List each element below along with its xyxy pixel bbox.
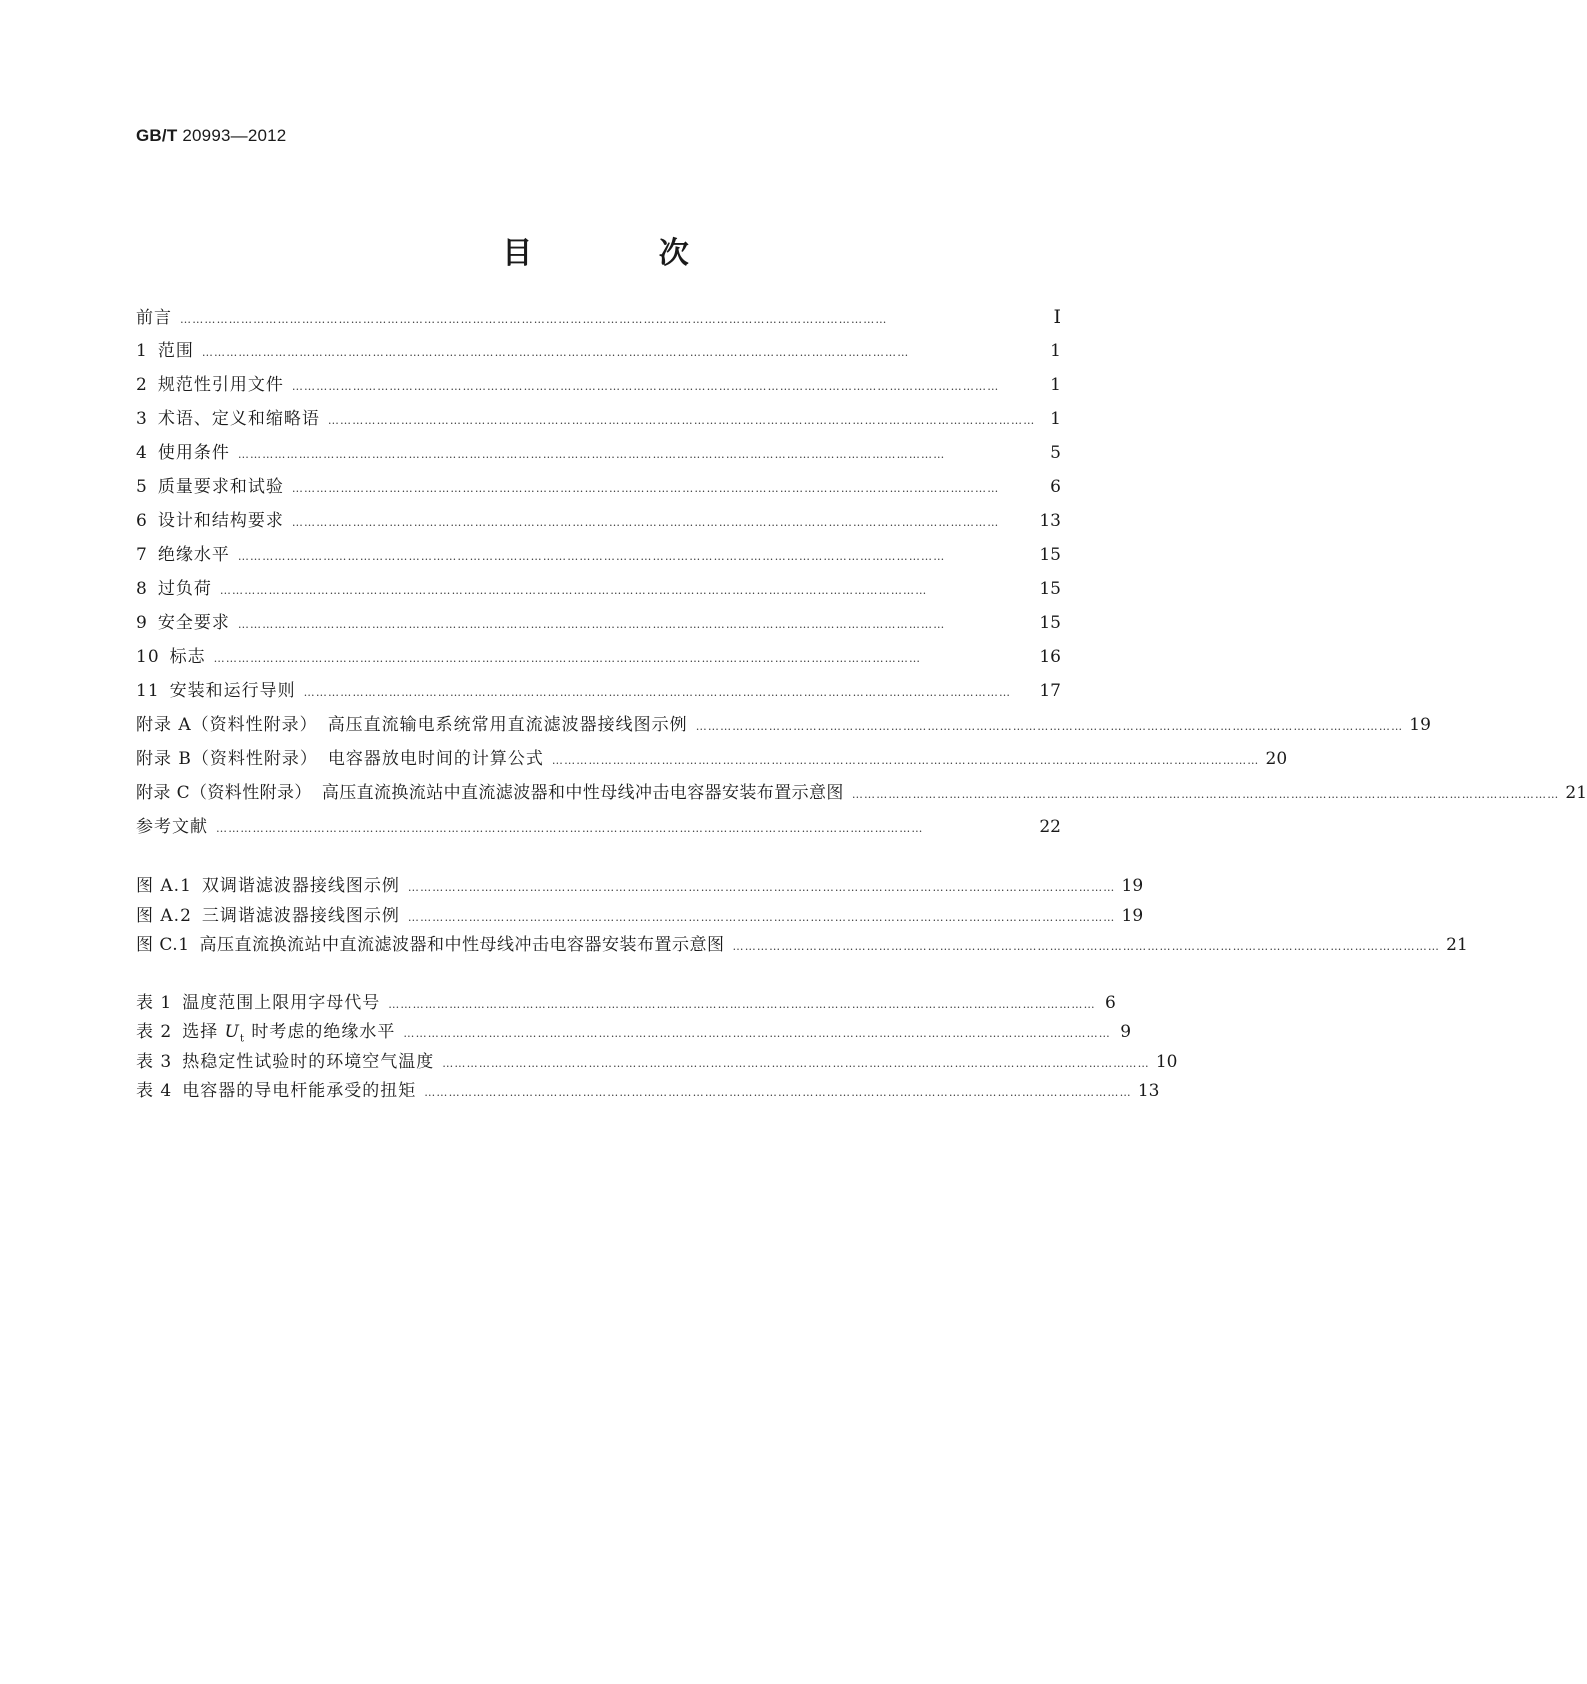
toc-entry-number: 图 A.1 xyxy=(136,876,192,896)
dot-leader: ………………………………………………………………………………………………………………………………………………………… xyxy=(424,1086,1132,1099)
dot-leader: ………………………………………………………………………………………………………………………………………………………… xyxy=(327,414,1036,427)
dot-leader: ………………………………………………………………………………………………………………………………………………………… xyxy=(851,788,1560,801)
toc-entry-number: 11 xyxy=(136,681,160,701)
toc-entry-number: 表 2 xyxy=(136,1022,173,1042)
toc-entry-page: 19 xyxy=(1121,906,1144,926)
dot-leader: ………………………………………………………………………………………………………………………………………………………… xyxy=(291,482,1000,495)
toc-entry-page: 21 xyxy=(1446,935,1468,955)
toc-entry-label: 高压直流换流站中直流滤波器和中性母线冲击电容器安装布置示意图 xyxy=(321,783,844,803)
toc-entry-number: 6 xyxy=(136,511,148,531)
dot-leader: ………………………………………………………………………………………………………………………………………………………… xyxy=(201,346,910,359)
toc-entry[interactable] xyxy=(136,644,1061,670)
dot-leader: ………………………………………………………………………………………………………………………………………………………… xyxy=(551,754,1260,767)
voltage-symbol: U xyxy=(224,1022,240,1042)
toc-entry-label: 三调谐滤波器接线图示例 xyxy=(201,906,400,926)
dot-leader: ………………………………………………………………………………………………………………………………………………………… xyxy=(388,998,1096,1011)
dot-leader: ………………………………………………………………………………………………………………………………………………………… xyxy=(237,550,946,563)
toc-entry-number: 2 xyxy=(136,375,148,395)
page-title: 目 次 xyxy=(502,236,747,271)
toc-entry-number: 附录 C（资料性附录） xyxy=(136,783,312,803)
toc-entry-label: 前言 xyxy=(136,308,172,328)
dot-leader: ………………………………………………………………………………………………………………………………………………………… xyxy=(732,940,1441,953)
toc-entry-page: 15 xyxy=(1039,579,1061,599)
dot-leader: ………………………………………………………………………………………………………………………………………………………… xyxy=(442,1057,1150,1070)
toc-entry[interactable] xyxy=(136,780,1587,806)
toc-table-entry[interactable] xyxy=(136,990,1116,1016)
toc-entry-number: 图 A.2 xyxy=(136,906,192,926)
toc-figure-entry[interactable] xyxy=(136,873,1144,899)
standard-number: 20993—2012 xyxy=(182,126,287,145)
toc-entry-label: 绝缘水平 xyxy=(157,545,230,565)
dot-leader: ………………………………………………………………………………………………………………………………………………………… xyxy=(237,448,946,461)
toc-table-entry[interactable] xyxy=(136,1019,1132,1045)
dot-leader: ………………………………………………………………………………………………………………………………………………………… xyxy=(291,380,1000,393)
toc-entry[interactable] xyxy=(136,440,1061,466)
toc-entry[interactable] xyxy=(136,474,1061,500)
toc-figure-entry[interactable] xyxy=(136,932,1468,958)
dot-leader: ………………………………………………………………………………………………………………………………………………………… xyxy=(695,720,1404,733)
toc-entry-page: 15 xyxy=(1039,545,1061,565)
toc-entry-page: 16 xyxy=(1039,647,1061,667)
voltage-subscript: t xyxy=(239,1033,245,1045)
toc-entry-number: 10 xyxy=(136,647,160,667)
dot-leader: ………………………………………………………………………………………………………………………………………………………… xyxy=(180,313,888,326)
toc-entry[interactable] xyxy=(136,746,1288,772)
dot-leader: ………………………………………………………………………………………………………………………………………………………… xyxy=(213,652,922,665)
toc-entry-number: 3 xyxy=(136,409,148,429)
toc-entry-number: 表 1 xyxy=(136,993,173,1013)
toc-table-entry[interactable] xyxy=(136,1078,1160,1104)
toc-entry-number: 表 4 xyxy=(136,1081,173,1101)
toc-entry-label: 范围 xyxy=(157,341,194,361)
toc-entry-label: 参考文献 xyxy=(136,817,208,837)
toc-entry-label: 温度范围上限用字母代号 xyxy=(182,993,381,1013)
dot-leader: ………………………………………………………………………………………………………………………………………………………… xyxy=(407,881,1116,894)
toc-entry-label: 高压直流输电系统常用直流滤波器接线图示例 xyxy=(327,715,688,735)
toc-entry-page: 20 xyxy=(1265,749,1288,769)
toc-entry-number: 4 xyxy=(136,443,148,463)
toc-entry-label: 高压直流换流站中直流滤波器和中性母线冲击电容器安装布置示意图 xyxy=(199,935,725,955)
toc-entry-page: 1 xyxy=(1050,375,1061,395)
toc-entry-page: 19 xyxy=(1409,715,1431,735)
toc-entry[interactable] xyxy=(136,406,1061,432)
toc-entry-page: 6 xyxy=(1050,477,1061,497)
toc-entry-page: 21 xyxy=(1565,783,1587,803)
toc-entry-number: 9 xyxy=(136,613,148,633)
toc-entry-label: 电容器放电时间的计算公式 xyxy=(327,749,544,769)
toc-entry-label: 双调谐滤波器接线图示例 xyxy=(201,876,400,896)
toc-entry-number: 1 xyxy=(136,341,148,361)
toc-entry-page: Ⅰ xyxy=(1053,306,1061,328)
toc-entry-page: 10 xyxy=(1155,1052,1178,1072)
dot-leader: ………………………………………………………………………………………………………………………………………………………… xyxy=(403,1027,1112,1040)
toc-entry[interactable] xyxy=(136,678,1061,704)
toc-entry-number: 5 xyxy=(136,477,148,497)
toc-entry-page: 17 xyxy=(1039,681,1061,701)
toc-entry-label: 使用条件 xyxy=(157,443,230,463)
toc-figure-entry[interactable] xyxy=(136,903,1144,929)
toc-entry[interactable] xyxy=(136,508,1061,534)
toc-entry-page: 15 xyxy=(1039,613,1061,633)
toc-entry-number: 附录 A（资料性附录） xyxy=(136,715,318,735)
toc-entry-number: 图 C.1 xyxy=(136,935,190,955)
toc-entry-label: 热稳定性试验时的环境空气温度 xyxy=(182,1052,435,1072)
toc-entry-label: 设计和结构要求 xyxy=(157,511,284,531)
toc-entry-page: 19 xyxy=(1121,876,1144,896)
toc-entry[interactable] xyxy=(136,304,1061,330)
toc-entry-page: 6 xyxy=(1105,993,1116,1013)
toc-entry-label: 术语、定义和缩略语 xyxy=(157,409,320,429)
dot-leader: ………………………………………………………………………………………………………………………………………………………… xyxy=(237,618,946,631)
toc-entry[interactable] xyxy=(136,712,1431,738)
toc-entry-label: 规范性引用文件 xyxy=(157,375,284,395)
dot-leader: ………………………………………………………………………………………………………………………………………………………… xyxy=(216,822,924,835)
dot-leader: ………………………………………………………………………………………………………………………………………………………… xyxy=(219,584,928,597)
toc-entry-label: 过负荷 xyxy=(157,579,212,599)
toc-entry[interactable] xyxy=(136,338,1061,364)
dot-leader: ………………………………………………………………………………………………………………………………………………………… xyxy=(291,516,1000,529)
standard-code xyxy=(136,126,286,146)
toc-entry-label: 标志 xyxy=(169,647,206,667)
toc-entry[interactable] xyxy=(136,610,1061,636)
toc-entry-page: 9 xyxy=(1120,1022,1132,1042)
toc-entry[interactable] xyxy=(136,372,1061,398)
toc-entry-number: 7 xyxy=(136,545,148,565)
toc-entry-number: 8 xyxy=(136,579,148,599)
toc-entry-number: 表 3 xyxy=(136,1052,173,1072)
toc-entry[interactable] xyxy=(136,814,1061,840)
dot-leader: ………………………………………………………………………………………………………………………………………………………… xyxy=(407,911,1116,924)
toc-entry[interactable] xyxy=(136,542,1061,568)
toc-table-entry[interactable] xyxy=(136,1049,1178,1075)
toc-entry-label: 质量要求和试验 xyxy=(157,477,284,497)
toc-entry-page: 1 xyxy=(1050,409,1061,429)
toc-entry-page: 5 xyxy=(1050,443,1061,463)
toc-entry-label: 电容器的导电杆能承受的扭矩 xyxy=(182,1081,417,1101)
toc-entry-page: 13 xyxy=(1137,1081,1160,1101)
toc-entry-page: 13 xyxy=(1039,511,1061,531)
toc-entry-label: 安全要求 xyxy=(157,613,230,633)
toc-entry[interactable] xyxy=(136,576,1061,602)
toc-entry-label: 选择 xyxy=(182,1022,219,1042)
dot-leader: ………………………………………………………………………………………………………………………………………………………… xyxy=(303,686,1012,699)
toc-entry-number: 附录 B（资料性附录） xyxy=(136,749,318,769)
toc-entry-label: 安装和运行导则 xyxy=(169,681,296,701)
standard-prefix: GB/T xyxy=(136,126,178,145)
toc-entry-page: 1 xyxy=(1050,341,1061,361)
toc-entry-label: 时考虑的绝缘水平 xyxy=(251,1022,396,1042)
toc-entry-page: 22 xyxy=(1039,817,1061,837)
